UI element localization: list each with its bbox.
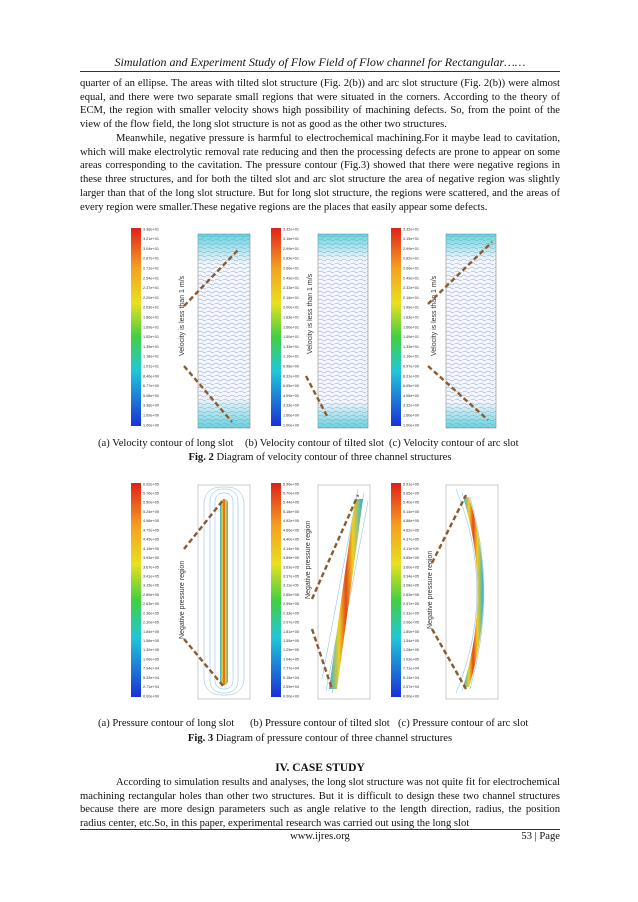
figure-2-panel-b bbox=[271, 227, 368, 428]
legend-tick-label: 2.59e+04 bbox=[283, 685, 299, 690]
legend-tick-label: 5.65e+05 bbox=[403, 491, 419, 496]
legend-tick-label: 0.00e+00 bbox=[403, 694, 419, 699]
legend-tick-label: 6.65e+00 bbox=[403, 384, 419, 389]
figure-3-annotation-c: Negative pressure region bbox=[427, 550, 434, 629]
legend-tick-label: 7.71e+04 bbox=[403, 666, 419, 671]
figure-2-annotation-b: Velocity is less than 1 m/s bbox=[307, 273, 314, 354]
figure-2-legend-b bbox=[283, 227, 299, 427]
footer-page-number: 53 | Page bbox=[521, 831, 560, 842]
figure-3-legend-a bbox=[143, 482, 159, 698]
legend-tick-label: 2.33e+01 bbox=[283, 286, 299, 291]
legend-tick-label: 5.24e+05 bbox=[143, 510, 159, 514]
legend-tick-label: 2.16e+01 bbox=[283, 295, 299, 300]
legend-tick-label: 3.67e+05 bbox=[143, 565, 159, 570]
legend-tick-label: 3.89e+05 bbox=[283, 556, 299, 560]
legend-tick-label: 2.83e+01 bbox=[283, 256, 299, 261]
legend-tick-label: 2.63e+05 bbox=[143, 602, 159, 607]
legend-tick-label: 2.71e+01 bbox=[143, 266, 159, 271]
legend-tick-label: 2.99e+01 bbox=[283, 246, 299, 251]
legend-tick-label: 1.80e+05 bbox=[403, 629, 419, 634]
legend-tick-label: 3.04e+01 bbox=[143, 246, 159, 251]
legend-tick-label: 1.69e+01 bbox=[143, 325, 159, 330]
figure-3-panel-a bbox=[131, 482, 250, 699]
legend-tick-label: 2.99e+01 bbox=[403, 246, 419, 251]
legend-tick-label: 5.18e+04 bbox=[283, 675, 299, 680]
legend-tick-label: 8.32e+00 bbox=[283, 374, 299, 379]
figure-3-legend-c bbox=[403, 482, 419, 698]
legend-tick-label: 1.81e+05 bbox=[283, 629, 299, 634]
legend-tick-label: 1.29e+05 bbox=[283, 648, 299, 653]
legend-tick-label: 1.16e+01 bbox=[403, 354, 419, 359]
legend-tick-label: 0.00e+00 bbox=[143, 694, 159, 699]
legend-tick-label: 1.00e+00 bbox=[283, 423, 299, 428]
figure-2-caption-text: Diagram of velocity contour of three channel structures bbox=[213, 452, 452, 463]
legend-tick-label: 2.89e+05 bbox=[143, 592, 159, 597]
legend-tick-label: 5.44e+05 bbox=[283, 500, 299, 505]
legend-tick-label: 1.66e+00 bbox=[283, 413, 299, 418]
page-footer bbox=[80, 829, 560, 842]
figure-2-caption bbox=[80, 452, 560, 463]
legend-tick-label: 0.00e+00 bbox=[283, 694, 299, 699]
legend-tick-label: 2.57e+05 bbox=[403, 602, 419, 607]
figure-2-annotation-a: Velocity is less than 1 m/s bbox=[179, 275, 186, 356]
running-header: Simulation and Experiment Study of Flow Field of Flow channel for Rectangular…… bbox=[80, 55, 560, 72]
legend-tick-label: 1.66e+01 bbox=[283, 325, 299, 330]
figure-3-sub-b: (b) Pressure contour of tilted slot bbox=[250, 718, 390, 729]
legend-tick-label: 1.66e+01 bbox=[403, 325, 419, 330]
legend-tick-label: 2.32e+01 bbox=[403, 286, 419, 291]
figure-2-panel-c bbox=[391, 227, 496, 428]
legend-tick-label: 1.32e+05 bbox=[143, 648, 159, 653]
legend-tick-label: 1.84e+05 bbox=[143, 629, 159, 634]
figure-2-legend-c bbox=[403, 227, 419, 427]
legend-tick-label: 2.33e+05 bbox=[283, 611, 299, 616]
legend-tick-label: 1.33e+01 bbox=[283, 344, 299, 349]
legend-tick-label: 4.19e+05 bbox=[143, 546, 159, 551]
legend-tick-label: 4.99e+00 bbox=[283, 393, 299, 398]
figure-3-label: Fig. 3 bbox=[187, 733, 214, 744]
legend-tick-label: 5.40e+05 bbox=[403, 500, 419, 505]
figure-2-panel-a bbox=[131, 227, 250, 428]
legend-tick-label: 2.85e+05 bbox=[283, 592, 299, 597]
legend-tick-label: 1.01e+01 bbox=[143, 364, 159, 369]
legend-tick-label: 5.70e+05 bbox=[283, 491, 299, 496]
legend-tick-label: 2.07e+05 bbox=[283, 620, 299, 625]
legend-tick-label: 2.49e+01 bbox=[403, 276, 419, 281]
legend-tick-label: 3.32e+00 bbox=[403, 403, 419, 408]
legend-tick-label: 3.08e+05 bbox=[403, 583, 419, 588]
legend-tick-label: 1.49e+01 bbox=[403, 335, 419, 340]
legend-tick-label: 6.77e+00 bbox=[143, 384, 159, 389]
legend-tick-label: 3.60e+05 bbox=[403, 565, 419, 570]
legend-tick-label: 1.50e+01 bbox=[283, 335, 299, 340]
figure-3-sub-a: (a) Pressure contour of long slot bbox=[98, 718, 235, 729]
figure-2-sub-c: (c) Velocity contour of arc slot bbox=[389, 438, 519, 449]
legend-tick-label: 3.41e+05 bbox=[143, 574, 159, 579]
legend-tick-label: 5.18e+05 bbox=[283, 510, 299, 514]
legend-tick-label: 2.36e+05 bbox=[143, 611, 159, 616]
legend-tick-label: 4.37e+05 bbox=[403, 537, 419, 542]
legend-tick-label: 3.32e+01 bbox=[283, 227, 299, 232]
figure-3-legend-b bbox=[283, 482, 299, 698]
legend-tick-label: 7.77e+04 bbox=[283, 666, 299, 671]
legend-tick-label: 2.16e+01 bbox=[403, 295, 419, 300]
legend-tick-label: 3.85e+05 bbox=[403, 556, 419, 560]
legend-tick-label: 2.10e+05 bbox=[143, 620, 159, 625]
legend-tick-label: 5.14e+05 bbox=[403, 510, 419, 514]
footer-site: www.ijres.org bbox=[290, 831, 350, 842]
legend-tick-label: 9.97e+00 bbox=[403, 364, 419, 369]
legend-tick-label: 3.93e+05 bbox=[143, 556, 159, 560]
legend-tick-label: 4.11e+05 bbox=[403, 546, 419, 551]
legend-tick-label: 3.34e+05 bbox=[403, 574, 419, 579]
figure-2-legend-a bbox=[143, 227, 159, 427]
legend-tick-label: 2.71e+04 bbox=[143, 685, 159, 690]
figure-3-annotation-a: Negative pressure region bbox=[179, 560, 186, 639]
legend-tick-label: 2.66e+01 bbox=[403, 266, 419, 271]
legend-tick-label: 2.83e+05 bbox=[403, 592, 419, 597]
legend-tick-label: 2.54e+01 bbox=[143, 276, 159, 281]
legend-tick-label: 4.62e+05 bbox=[403, 528, 419, 533]
legend-tick-label: 2.06e+05 bbox=[403, 620, 419, 625]
legend-tick-label: 5.08e+00 bbox=[143, 393, 159, 398]
legend-tick-label: 7.94e+04 bbox=[143, 666, 159, 671]
legend-tick-label: 1.16e+01 bbox=[283, 354, 299, 359]
figure-3-panel-c bbox=[391, 482, 498, 699]
legend-tick-label: 4.72e+05 bbox=[143, 528, 159, 533]
legend-tick-label: 3.33e+00 bbox=[283, 403, 299, 408]
legend-tick-label: 4.14e+05 bbox=[283, 546, 299, 551]
section-heading: IV. CASE STUDY bbox=[275, 762, 365, 774]
legend-tick-label: 1.00e+00 bbox=[143, 423, 159, 428]
legend-tick-label: 1.00e+00 bbox=[403, 423, 419, 428]
legend-tick-label: 5.33e+04 bbox=[143, 675, 159, 680]
legend-tick-label: 4.40e+05 bbox=[283, 537, 299, 542]
figure-3-sub-c: (c) Pressure contour of arc slot bbox=[398, 718, 529, 729]
legend-tick-label: 1.55e+05 bbox=[283, 639, 299, 643]
legend-tick-label: 3.32e+01 bbox=[403, 227, 419, 232]
legend-tick-label: 1.99e+01 bbox=[403, 305, 419, 310]
legend-tick-label: 1.35e+01 bbox=[143, 344, 159, 349]
legend-tick-label: 3.63e+05 bbox=[283, 565, 299, 570]
figure-3-panel-b bbox=[271, 482, 370, 699]
figure-3-caption-text: Diagram of pressure contour of three channel structures bbox=[213, 733, 453, 744]
legend-tick-label: 3.37e+05 bbox=[283, 574, 299, 579]
legend-tick-label: 4.45e+05 bbox=[143, 537, 159, 542]
legend-tick-label: 4.98e+05 bbox=[143, 519, 159, 524]
figure-2-sub-a: (a) Velocity contour of long slot bbox=[98, 438, 234, 449]
legend-tick-label: 8.46e+00 bbox=[143, 374, 159, 379]
legend-tick-label: 2.31e+05 bbox=[403, 611, 419, 616]
legend-tick-label: 1.58e+05 bbox=[143, 639, 159, 643]
legend-tick-label: 1.06e+05 bbox=[143, 657, 159, 662]
legend-tick-label: 5.96e+05 bbox=[283, 482, 299, 487]
legend-tick-label: 2.37e+01 bbox=[143, 286, 159, 291]
legend-tick-label: 3.38e+00 bbox=[143, 403, 159, 408]
paragraph-2: Meanwhile, negative pressure is harmful to electrochemical machining.For it maybe lead to cavitation, which will make electrolytic removal rate reducing and then the processing defects are prone to appear on some areas corresponding to the cavitation. The pressure contour (Fig.3) showed that there were negative regions in these three structures, and for both the tilted slot and arc slot structure the area of negative region was slightly larger than that of the long slot structure. But for long slot structure, the regions were scattered, and the areas of every region were smaller.These negative regions are the places that easily appear some defects. bbox=[80, 133, 560, 213]
legend-tick-label: 5.50e+05 bbox=[143, 500, 159, 505]
legend-tick-label: 4.98e+00 bbox=[403, 393, 419, 398]
legend-tick-label: 1.54e+05 bbox=[403, 639, 419, 643]
legend-tick-label: 1.83e+01 bbox=[283, 315, 299, 320]
legend-tick-label: 1.04e+05 bbox=[283, 657, 299, 662]
legend-tick-label: 2.59e+05 bbox=[283, 602, 299, 607]
legend-tick-label: 3.38e+01 bbox=[143, 227, 159, 232]
legend-tick-label: 1.52e+01 bbox=[143, 335, 159, 340]
paragraph-1: quarter of an ellipse. The areas with tilted slot structure (Fig. 2(b)) and arc slot structure (Fig. 2(b)) were almost equal, and there were two separate small regions that were situated in the corners. According to the theory of ECM, the region with smaller velocity shows high possibility of machining defects. So, from the point of the view of the flow field, the long slot structure is not as good as the other two structures. bbox=[80, 78, 560, 131]
legend-tick-label: 4.88e+05 bbox=[403, 519, 419, 524]
figure-3-caption bbox=[80, 733, 560, 744]
legend-tick-label: 6.02e+05 bbox=[143, 482, 159, 487]
figure-3-annotation-b: Negative pressure region bbox=[305, 520, 312, 599]
legend-tick-label: 3.11e+05 bbox=[283, 583, 299, 588]
legend-tick-label: 3.21e+01 bbox=[143, 237, 159, 242]
legend-tick-label: 2.20e+01 bbox=[143, 295, 159, 300]
legend-tick-label: 4.66e+05 bbox=[283, 528, 299, 533]
legend-tick-label: 2.66e+01 bbox=[283, 266, 299, 271]
legend-tick-label: 2.87e+01 bbox=[143, 256, 159, 261]
legend-tick-label: 5.14e+04 bbox=[403, 675, 419, 680]
legend-tick-label: 1.18e+01 bbox=[143, 354, 159, 359]
legend-tick-label: 5.76e+05 bbox=[143, 491, 159, 496]
legend-tick-label: 1.28e+05 bbox=[403, 648, 419, 653]
figure-2-annotation-c: Velocity is less than 1 m/s bbox=[431, 275, 438, 356]
legend-tick-label: 3.15e+01 bbox=[403, 237, 419, 242]
legend-tick-label: 6.65e+00 bbox=[283, 384, 299, 389]
legend-tick-label: 3.16e+01 bbox=[283, 237, 299, 242]
figure-3-pressure-contours bbox=[126, 479, 516, 707]
legend-tick-label: 1.69e+00 bbox=[143, 413, 159, 418]
legend-tick-label: 2.82e+01 bbox=[403, 256, 419, 261]
legend-tick-label: 8.31e+00 bbox=[403, 374, 419, 379]
legend-tick-label: 3.15e+05 bbox=[143, 583, 159, 588]
legend-tick-label: 4.92e+05 bbox=[283, 519, 299, 524]
legend-tick-label: 9.98e+00 bbox=[283, 364, 299, 369]
legend-tick-label: 1.86e+01 bbox=[143, 315, 159, 320]
legend-tick-label: 2.00e+01 bbox=[283, 305, 299, 310]
figure-2-label: Fig. 2 bbox=[188, 452, 214, 463]
legend-tick-label: 2.57e+04 bbox=[403, 685, 419, 690]
paragraph-3: According to simulation results and analyses, the long slot structure was not quite fit for electrochemical machining rectangular holes than other two structures. But it is difficult to design these two channel structures because there are more design parameters such as angle relative to the length direction, radius, the position radius center, etc.So, in this paper, experimental research was carried out using the long slot bbox=[80, 777, 560, 830]
legend-tick-label: 2.03e+01 bbox=[143, 305, 159, 310]
figure-2-velocity-contours bbox=[126, 226, 516, 436]
legend-tick-label: 1.66e+00 bbox=[403, 413, 419, 418]
legend-tick-label: 1.33e+01 bbox=[403, 344, 419, 349]
legend-tick-label: 1.03e+05 bbox=[403, 657, 419, 662]
legend-tick-label: 5.91e+05 bbox=[403, 482, 419, 487]
legend-tick-label: 1.83e+01 bbox=[403, 315, 419, 320]
figure-2-sub-b: (b) Velocity contour of tilted slot bbox=[245, 438, 384, 449]
legend-tick-label: 2.49e+01 bbox=[283, 276, 299, 281]
